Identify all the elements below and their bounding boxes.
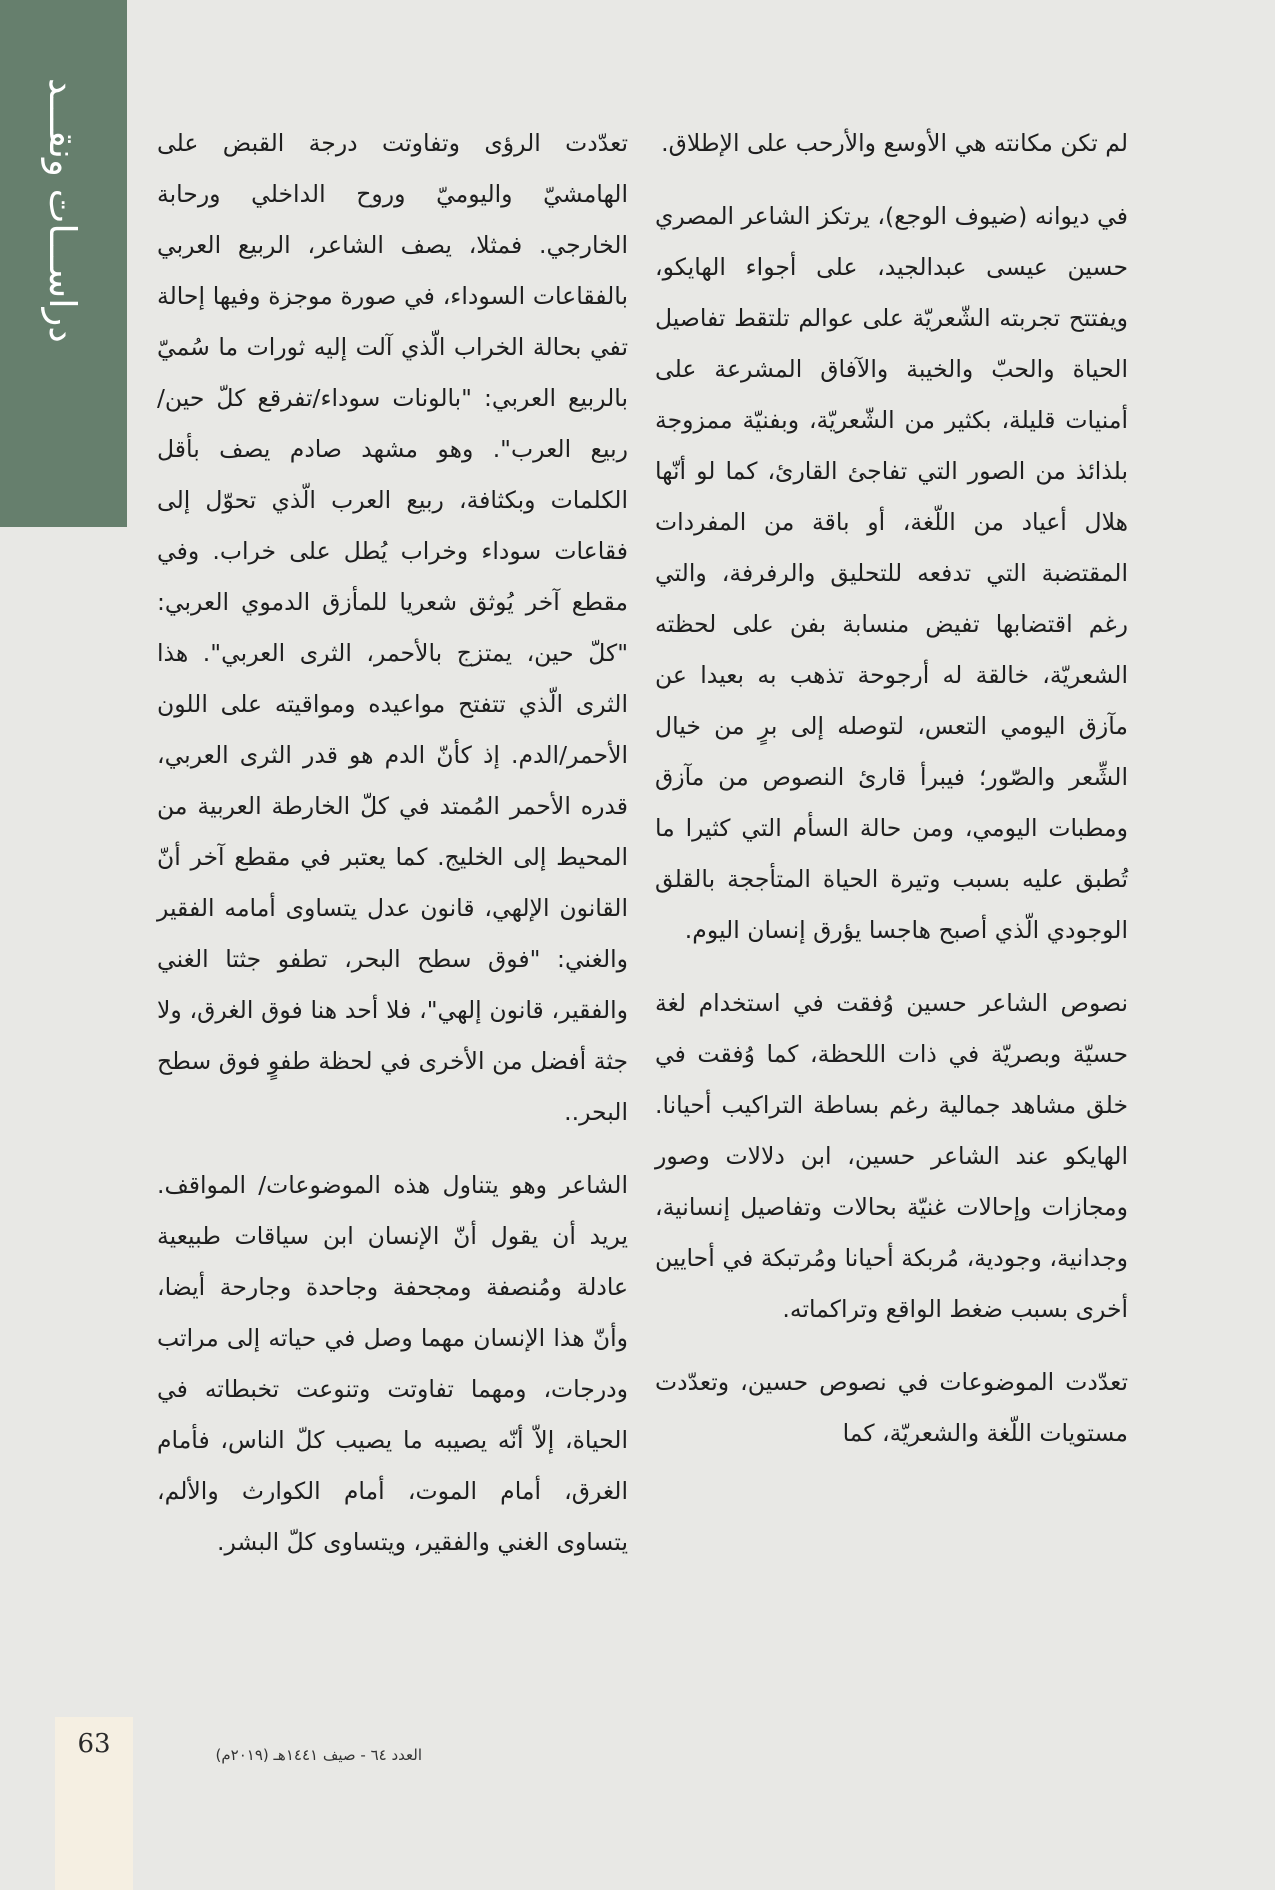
page-edge [1275, 0, 1284, 1890]
paragraph: في ديوانه (ضيوف الوجع)، يرتكز الشاعر المصري حسين عيسى عبدالجيد، على أجواء الهايكو، ويفتتح تجربته الشّعريّة على عوالم تلتقط تفاصيل الحياة والحبّ والخيبة والآفاق المشرعة على أمنيات قليلة، بكثير من الشّعريّة، وبفنيّة ممزوجة بلذائذ من الصور التي تفاجئ القارئ، كما لو أنّها هلال أعياد من اللّغة، أو باقة من المفردات المقتضبة التي تدفعه للتحليق والرفرفة، والتي رغم اقتضابها تفيض منسابة بفن على لحظته الشعريّة، خالقة له أرجوحة تذهب به بعيدا عن مآزق اليومي التعس، لتوصله إلى برٍ من خيال الشِّعر والصّور؛ فيبرأ قارئ النصوص من مآزق ومطبات اليومي، ومن حالة السأم التي كثيرا ما تُطبق عليه بسبب وتيرة الحياة المتأججة بالقلق الوجودي الّذي أصبح هاجسا يؤرق إنسان اليوم. [655, 202, 1128, 944]
section-label: دراســـات ونقـــد [41, 78, 84, 343]
paragraph: الشاعر وهو يتناول هذه الموضوعات/ المواقف. يريد أن يقول أنّ الإنسان ابن سياقات طبيعية عادلة ومُنصفة ومجحفة وجاحدة وجارحة أيضا، وأنّ هذا الإنسان مهما وصل في حياته إلى مراتب ودرجات، ومهما تفاوتت وتنوعت تخبطاته في الحياة، إلاّ أنّه يصيبه ما يصيب كلّ الناس، فأمام الغرق، أمام الموت، أمام الكوارث والألم، يتساوى الغني والفقير، ويتساوى كلّ البشر. [157, 1171, 628, 1556]
paragraph: تعدّدت الموضوعات في نصوص حسين، وتعدّدت مستويات اللّغة والشعريّة، كما [655, 1368, 1128, 1447]
page-number-box [55, 1717, 133, 1890]
issue-info: العدد ٦٤ - صيف ١٤٤١هـ (٢٠١٩م) [215, 1746, 422, 1764]
paragraph: نصوص الشاعر حسين وُفقت في استخدام لغة حسيّة وبصريّة في ذات اللحظة، كما وُفقت في خلق مشاهد جمالية رغم بساطة التراكيب أحيانا. الهايكو عند الشاعر حسين، ابن دلالات وصور ومجازات وإحالات غنيّة بحالات وتفاصيل إنسانية، وجدانية، وجودية، مُربكة أحيانا ومُرتبكة في أحايين أخرى بسبب ضغط الواقع وتراكماته. [655, 989, 1128, 1323]
text-column-right [655, 118, 1128, 1459]
page-number: 63 [77, 1729, 111, 1759]
text-column-left [157, 118, 628, 1568]
paragraph: تعدّدت الرؤى وتفاوتت درجة القبض على الهامشيّ واليوميّ وروح الداخلي ورحابة الخارجي. فمثلا، يصف الشاعر، الربيع العربي بالفقاعات السوداء، في صورة موجزة وفيها إحالة تفي بحالة الخراب الّذي آلت إليه ثورات ما سُميّ بالربيع العربي: "بالونات سوداء/تفرقع كلّ حين/ ربيع العرب". وهو مشهد صادم يصف بأقل الكلمات وبكثافة، ربيع العرب الّذي تحوّل إلى فقاعات سوداء وخراب يُطل على خراب. وفي مقطع آخر يُوثق شعريا للمأزق الدموي العربي: "كلّ حين، يمتزج بالأحمر، الثرى العربي". هذا الثرى الّذي تتفتح مواعيده ومواقيته على اللون الأحمر/الدم. إذ كأنّ الدم هو قدر الثرى العربي، قدره الأحمر المُمتد في كلّ الخارطة العربية من المحيط إلى الخليج. كما يعتبر في مقطع آخر أنّ القانون الإلهي، قانون عدل يتساوى أمامه الفقير والغني: "فوق سطح البحر، تطفو جثتا الغني والفقير، قانون إلهي"، فلا أحد هنا فوق الغرق، ولا جثة أفضل من الأخرى في لحظة طفوٍ فوق سطح البحر.. [157, 129, 628, 1126]
section-tab [0, 0, 127, 527]
paragraph: لم تكن مكانته هي الأوسع والأرحب على الإطلاق. [661, 129, 1128, 157]
